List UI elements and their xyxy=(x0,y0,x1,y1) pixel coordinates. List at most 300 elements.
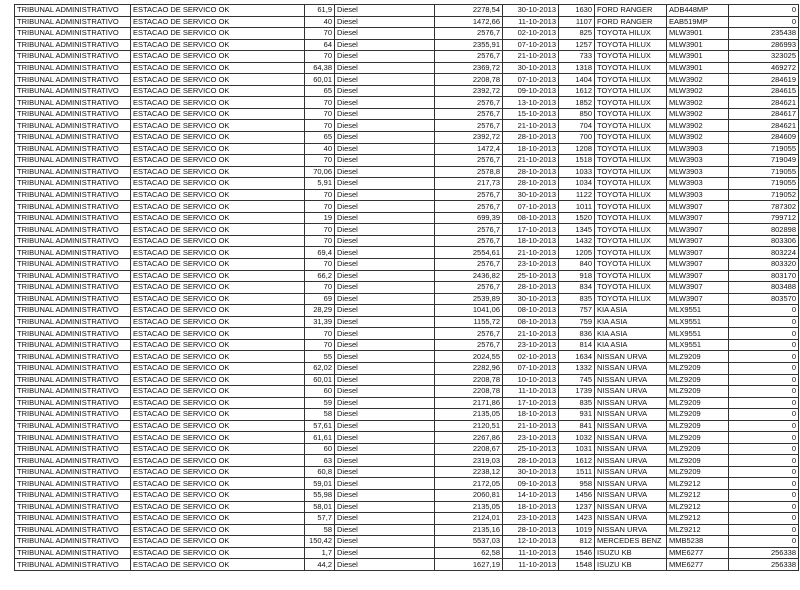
fuel-type-cell: Diesel xyxy=(335,420,435,432)
vehicle-model-cell: TOYOTA HILUX xyxy=(595,178,667,190)
amount-cell: 2319,03 xyxy=(435,455,503,467)
fuel-type-cell: Diesel xyxy=(335,559,435,571)
date-cell: 30-10-2013 xyxy=(503,293,559,305)
date-cell: 07-10-2013 xyxy=(503,201,559,213)
date-cell: 07-10-2013 xyxy=(503,362,559,374)
entity-cell: TRIBUNAL ADMINISTRATIVO xyxy=(15,155,131,167)
table-row xyxy=(15,547,799,559)
receipt-number-cell: 700 xyxy=(559,132,595,144)
station-cell: ESTACAO DE SERVICO OK xyxy=(131,224,305,236)
date-cell: 18-10-2013 xyxy=(503,143,559,155)
fuel-type-cell: Diesel xyxy=(335,397,435,409)
vehicle-model-cell: NISSAN URVA xyxy=(595,501,667,513)
entity-cell: TRIBUNAL ADMINISTRATIVO xyxy=(15,305,131,317)
plate-cell: MLZ9212 xyxy=(667,478,729,490)
table-row xyxy=(15,351,799,363)
table-row xyxy=(15,270,799,282)
quantity-cell: 59 xyxy=(305,397,335,409)
table-row xyxy=(15,282,799,294)
entity-cell: TRIBUNAL ADMINISTRATIVO xyxy=(15,166,131,178)
plate-cell: MLZ9212 xyxy=(667,489,729,501)
vehicle-model-cell: TOYOTA HILUX xyxy=(595,51,667,63)
table-row xyxy=(15,478,799,490)
vehicle-model-cell: FORD RANGER xyxy=(595,5,667,17)
amount-cell: 2576,7 xyxy=(435,51,503,63)
table-row xyxy=(15,397,799,409)
entity-cell: TRIBUNAL ADMINISTRATIVO xyxy=(15,224,131,236)
station-cell: ESTACAO DE SERVICO OK xyxy=(131,259,305,271)
receipt-number-cell: 1518 xyxy=(559,155,595,167)
odometer-cell: 0 xyxy=(729,374,799,386)
station-cell: ESTACAO DE SERVICO OK xyxy=(131,443,305,455)
quantity-cell: 70 xyxy=(305,97,335,109)
fuel-type-cell: Diesel xyxy=(335,28,435,40)
odometer-cell: 719055 xyxy=(729,178,799,190)
receipt-number-cell: 1257 xyxy=(559,39,595,51)
table-row xyxy=(15,189,799,201)
date-cell: 30-10-2013 xyxy=(503,466,559,478)
quantity-cell: 150,42 xyxy=(305,536,335,548)
plate-cell: MLW3907 xyxy=(667,247,729,259)
station-cell: ESTACAO DE SERVICO OK xyxy=(131,489,305,501)
date-cell: 17-10-2013 xyxy=(503,397,559,409)
quantity-cell: 70 xyxy=(305,51,335,63)
amount-cell: 2120,51 xyxy=(435,420,503,432)
table-row xyxy=(15,259,799,271)
entity-cell: TRIBUNAL ADMINISTRATIVO xyxy=(15,351,131,363)
odometer-cell: 284619 xyxy=(729,74,799,86)
station-cell: ESTACAO DE SERVICO OK xyxy=(131,328,305,340)
vehicle-model-cell: NISSAN URVA xyxy=(595,420,667,432)
receipt-number-cell: 1612 xyxy=(559,455,595,467)
vehicle-model-cell: TOYOTA HILUX xyxy=(595,155,667,167)
vehicle-model-cell: NISSAN URVA xyxy=(595,513,667,525)
odometer-cell: 284615 xyxy=(729,85,799,97)
entity-cell: TRIBUNAL ADMINISTRATIVO xyxy=(15,235,131,247)
date-cell: 30-10-2013 xyxy=(503,62,559,74)
odometer-cell: 256338 xyxy=(729,547,799,559)
entity-cell: TRIBUNAL ADMINISTRATIVO xyxy=(15,328,131,340)
fuel-type-cell: Diesel xyxy=(335,97,435,109)
receipt-number-cell: 1332 xyxy=(559,362,595,374)
quantity-cell: 1,7 xyxy=(305,547,335,559)
quantity-cell: 66,2 xyxy=(305,270,335,282)
vehicle-model-cell: MERCEDES BENZ xyxy=(595,536,667,548)
odometer-cell: 803570 xyxy=(729,293,799,305)
date-cell: 25-10-2013 xyxy=(503,270,559,282)
odometer-cell: 802898 xyxy=(729,224,799,236)
quantity-cell: 70,06 xyxy=(305,166,335,178)
entity-cell: TRIBUNAL ADMINISTRATIVO xyxy=(15,478,131,490)
quantity-cell: 60 xyxy=(305,443,335,455)
quantity-cell: 70 xyxy=(305,328,335,340)
date-cell: 21-10-2013 xyxy=(503,420,559,432)
date-cell: 30-10-2013 xyxy=(503,5,559,17)
quantity-cell: 28,29 xyxy=(305,305,335,317)
station-cell: ESTACAO DE SERVICO OK xyxy=(131,155,305,167)
vehicle-model-cell: NISSAN URVA xyxy=(595,443,667,455)
date-cell: 17-10-2013 xyxy=(503,224,559,236)
fuel-records-table xyxy=(14,4,799,571)
plate-cell: MLW3901 xyxy=(667,51,729,63)
table-row xyxy=(15,513,799,525)
date-cell: 28-10-2013 xyxy=(503,178,559,190)
odometer-cell: 284621 xyxy=(729,120,799,132)
station-cell: ESTACAO DE SERVICO OK xyxy=(131,62,305,74)
odometer-cell: 284609 xyxy=(729,132,799,144)
receipt-number-cell: 1634 xyxy=(559,351,595,363)
plate-cell: MLW3902 xyxy=(667,97,729,109)
odometer-cell: 235438 xyxy=(729,28,799,40)
receipt-number-cell: 1034 xyxy=(559,178,595,190)
receipt-number-cell: 757 xyxy=(559,305,595,317)
date-cell: 25-10-2013 xyxy=(503,443,559,455)
vehicle-model-cell: TOYOTA HILUX xyxy=(595,108,667,120)
table-row xyxy=(15,247,799,259)
odometer-cell: 256338 xyxy=(729,559,799,571)
table-row xyxy=(15,420,799,432)
quantity-cell: 57,61 xyxy=(305,420,335,432)
entity-cell: TRIBUNAL ADMINISTRATIVO xyxy=(15,559,131,571)
odometer-cell: 0 xyxy=(729,16,799,28)
date-cell: 23-10-2013 xyxy=(503,339,559,351)
table-row xyxy=(15,224,799,236)
entity-cell: TRIBUNAL ADMINISTRATIVO xyxy=(15,212,131,224)
date-cell: 08-10-2013 xyxy=(503,316,559,328)
entity-cell: TRIBUNAL ADMINISTRATIVO xyxy=(15,409,131,421)
fuel-type-cell: Diesel xyxy=(335,132,435,144)
receipt-number-cell: 850 xyxy=(559,108,595,120)
table-row xyxy=(15,5,799,17)
table-row xyxy=(15,85,799,97)
date-cell: 15-10-2013 xyxy=(503,108,559,120)
plate-cell: MLW3907 xyxy=(667,212,729,224)
date-cell: 14-10-2013 xyxy=(503,489,559,501)
receipt-number-cell: 836 xyxy=(559,328,595,340)
plate-cell: MLZ9209 xyxy=(667,443,729,455)
plate-cell: MLW3903 xyxy=(667,178,729,190)
receipt-number-cell: 841 xyxy=(559,420,595,432)
amount-cell: 2208,78 xyxy=(435,74,503,86)
fuel-type-cell: Diesel xyxy=(335,362,435,374)
station-cell: ESTACAO DE SERVICO OK xyxy=(131,374,305,386)
table-row xyxy=(15,559,799,571)
table-row xyxy=(15,62,799,74)
vehicle-model-cell: TOYOTA HILUX xyxy=(595,166,667,178)
station-cell: ESTACAO DE SERVICO OK xyxy=(131,409,305,421)
plate-cell: MLW3907 xyxy=(667,201,729,213)
odometer-cell: 0 xyxy=(729,339,799,351)
entity-cell: TRIBUNAL ADMINISTRATIVO xyxy=(15,85,131,97)
date-cell: 21-10-2013 xyxy=(503,328,559,340)
plate-cell: MLW3907 xyxy=(667,282,729,294)
plate-cell: MLW3902 xyxy=(667,108,729,120)
table-row xyxy=(15,212,799,224)
plate-cell: MLW3903 xyxy=(667,155,729,167)
fuel-type-cell: Diesel xyxy=(335,74,435,86)
date-cell: 28-10-2013 xyxy=(503,524,559,536)
odometer-cell: 0 xyxy=(729,316,799,328)
station-cell: ESTACAO DE SERVICO OK xyxy=(131,247,305,259)
entity-cell: TRIBUNAL ADMINISTRATIVO xyxy=(15,5,131,17)
plate-cell: MLX9551 xyxy=(667,339,729,351)
amount-cell: 2355,91 xyxy=(435,39,503,51)
quantity-cell: 63 xyxy=(305,455,335,467)
vehicle-model-cell: KIA ASIA xyxy=(595,328,667,340)
entity-cell: TRIBUNAL ADMINISTRATIVO xyxy=(15,443,131,455)
table-row xyxy=(15,501,799,513)
receipt-number-cell: 1739 xyxy=(559,386,595,398)
receipt-number-cell: 1345 xyxy=(559,224,595,236)
entity-cell: TRIBUNAL ADMINISTRATIVO xyxy=(15,524,131,536)
quantity-cell: 58 xyxy=(305,409,335,421)
amount-cell: 2576,7 xyxy=(435,235,503,247)
fuel-type-cell: Diesel xyxy=(335,374,435,386)
vehicle-model-cell: TOYOTA HILUX xyxy=(595,97,667,109)
plate-cell: MLZ9209 xyxy=(667,397,729,409)
table-row xyxy=(15,201,799,213)
vehicle-model-cell: TOYOTA HILUX xyxy=(595,247,667,259)
station-cell: ESTACAO DE SERVICO OK xyxy=(131,397,305,409)
plate-cell: MMB5238 xyxy=(667,536,729,548)
plate-cell: MLZ9209 xyxy=(667,432,729,444)
station-cell: ESTACAO DE SERVICO OK xyxy=(131,282,305,294)
station-cell: ESTACAO DE SERVICO OK xyxy=(131,108,305,120)
quantity-cell: 60,01 xyxy=(305,74,335,86)
table-row xyxy=(15,155,799,167)
table-row xyxy=(15,536,799,548)
date-cell: 18-10-2013 xyxy=(503,235,559,247)
entity-cell: TRIBUNAL ADMINISTRATIVO xyxy=(15,420,131,432)
station-cell: ESTACAO DE SERVICO OK xyxy=(131,293,305,305)
date-cell: 11-10-2013 xyxy=(503,16,559,28)
vehicle-model-cell: KIA ASIA xyxy=(595,305,667,317)
receipt-number-cell: 1208 xyxy=(559,143,595,155)
station-cell: ESTACAO DE SERVICO OK xyxy=(131,212,305,224)
entity-cell: TRIBUNAL ADMINISTRATIVO xyxy=(15,270,131,282)
amount-cell: 1041,06 xyxy=(435,305,503,317)
date-cell: 07-10-2013 xyxy=(503,74,559,86)
plate-cell: MLW3902 xyxy=(667,74,729,86)
fuel-type-cell: Diesel xyxy=(335,524,435,536)
odometer-cell: 0 xyxy=(729,362,799,374)
table-row xyxy=(15,362,799,374)
plate-cell: MLZ9212 xyxy=(667,524,729,536)
vehicle-model-cell: TOYOTA HILUX xyxy=(595,224,667,236)
quantity-cell: 44,2 xyxy=(305,559,335,571)
table-row xyxy=(15,293,799,305)
vehicle-model-cell: TOYOTA HILUX xyxy=(595,259,667,271)
odometer-cell: 0 xyxy=(729,386,799,398)
fuel-type-cell: Diesel xyxy=(335,489,435,501)
quantity-cell: 19 xyxy=(305,212,335,224)
amount-cell: 2172,05 xyxy=(435,478,503,490)
entity-cell: TRIBUNAL ADMINISTRATIVO xyxy=(15,16,131,28)
station-cell: ESTACAO DE SERVICO OK xyxy=(131,178,305,190)
entity-cell: TRIBUNAL ADMINISTRATIVO xyxy=(15,108,131,120)
vehicle-model-cell: NISSAN URVA xyxy=(595,524,667,536)
date-cell: 21-10-2013 xyxy=(503,155,559,167)
quantity-cell: 65 xyxy=(305,132,335,144)
quantity-cell: 64 xyxy=(305,39,335,51)
receipt-number-cell: 1237 xyxy=(559,501,595,513)
plate-cell: MLW3902 xyxy=(667,120,729,132)
odometer-cell: 719049 xyxy=(729,155,799,167)
table-row xyxy=(15,443,799,455)
odometer-cell: 284617 xyxy=(729,108,799,120)
station-cell: ESTACAO DE SERVICO OK xyxy=(131,362,305,374)
plate-cell: ADB448MP xyxy=(667,5,729,17)
date-cell: 13-10-2013 xyxy=(503,97,559,109)
vehicle-model-cell: TOYOTA HILUX xyxy=(595,235,667,247)
amount-cell: 2171,86 xyxy=(435,397,503,409)
entity-cell: TRIBUNAL ADMINISTRATIVO xyxy=(15,513,131,525)
amount-cell: 2208,78 xyxy=(435,386,503,398)
quantity-cell: 60,8 xyxy=(305,466,335,478)
entity-cell: TRIBUNAL ADMINISTRATIVO xyxy=(15,143,131,155)
amount-cell: 2392,72 xyxy=(435,132,503,144)
station-cell: ESTACAO DE SERVICO OK xyxy=(131,386,305,398)
receipt-number-cell: 1852 xyxy=(559,97,595,109)
date-cell: 02-10-2013 xyxy=(503,351,559,363)
receipt-number-cell: 1520 xyxy=(559,212,595,224)
station-cell: ESTACAO DE SERVICO OK xyxy=(131,501,305,513)
date-cell: 11-10-2013 xyxy=(503,547,559,559)
receipt-number-cell: 1205 xyxy=(559,247,595,259)
vehicle-model-cell: TOYOTA HILUX xyxy=(595,74,667,86)
quantity-cell: 60,01 xyxy=(305,374,335,386)
entity-cell: TRIBUNAL ADMINISTRATIVO xyxy=(15,97,131,109)
amount-cell: 2369,72 xyxy=(435,62,503,74)
entity-cell: TRIBUNAL ADMINISTRATIVO xyxy=(15,189,131,201)
vehicle-model-cell: NISSAN URVA xyxy=(595,432,667,444)
fuel-type-cell: Diesel xyxy=(335,409,435,421)
receipt-number-cell: 1423 xyxy=(559,513,595,525)
receipt-number-cell: 1031 xyxy=(559,443,595,455)
vehicle-model-cell: NISSAN URVA xyxy=(595,397,667,409)
station-cell: ESTACAO DE SERVICO OK xyxy=(131,5,305,17)
amount-cell: 2576,7 xyxy=(435,339,503,351)
receipt-number-cell: 1318 xyxy=(559,62,595,74)
receipt-number-cell: 834 xyxy=(559,282,595,294)
quantity-cell: 70 xyxy=(305,282,335,294)
receipt-number-cell: 1456 xyxy=(559,489,595,501)
quantity-cell: 59,01 xyxy=(305,478,335,490)
amount-cell: 2576,7 xyxy=(435,282,503,294)
table-row xyxy=(15,97,799,109)
fuel-type-cell: Diesel xyxy=(335,62,435,74)
station-cell: ESTACAO DE SERVICO OK xyxy=(131,39,305,51)
amount-cell: 2576,7 xyxy=(435,28,503,40)
amount-cell: 1472,66 xyxy=(435,16,503,28)
station-cell: ESTACAO DE SERVICO OK xyxy=(131,547,305,559)
date-cell: 21-10-2013 xyxy=(503,120,559,132)
quantity-cell: 55,98 xyxy=(305,489,335,501)
entity-cell: TRIBUNAL ADMINISTRATIVO xyxy=(15,132,131,144)
vehicle-model-cell: TOYOTA HILUX xyxy=(595,293,667,305)
fuel-type-cell: Diesel xyxy=(335,386,435,398)
station-cell: ESTACAO DE SERVICO OK xyxy=(131,189,305,201)
amount-cell: 2576,7 xyxy=(435,201,503,213)
quantity-cell: 70 xyxy=(305,155,335,167)
plate-cell: MLZ9209 xyxy=(667,466,729,478)
vehicle-model-cell: TOYOTA HILUX xyxy=(595,62,667,74)
receipt-number-cell: 1032 xyxy=(559,432,595,444)
amount-cell: 2576,7 xyxy=(435,224,503,236)
plate-cell: MLZ9209 xyxy=(667,420,729,432)
odometer-cell: 286993 xyxy=(729,39,799,51)
odometer-cell: 803224 xyxy=(729,247,799,259)
quantity-cell: 61,9 xyxy=(305,5,335,17)
station-cell: ESTACAO DE SERVICO OK xyxy=(131,201,305,213)
fuel-type-cell: Diesel xyxy=(335,270,435,282)
fuel-type-cell: Diesel xyxy=(335,328,435,340)
entity-cell: TRIBUNAL ADMINISTRATIVO xyxy=(15,455,131,467)
entity-cell: TRIBUNAL ADMINISTRATIVO xyxy=(15,466,131,478)
fuel-type-cell: Diesel xyxy=(335,178,435,190)
amount-cell: 2208,78 xyxy=(435,374,503,386)
entity-cell: TRIBUNAL ADMINISTRATIVO xyxy=(15,282,131,294)
entity-cell: TRIBUNAL ADMINISTRATIVO xyxy=(15,432,131,444)
station-cell: ESTACAO DE SERVICO OK xyxy=(131,85,305,97)
amount-cell: 62,58 xyxy=(435,547,503,559)
plate-cell: MLW3901 xyxy=(667,62,729,74)
fuel-type-cell: Diesel xyxy=(335,455,435,467)
plate-cell: MLW3901 xyxy=(667,39,729,51)
date-cell: 28-10-2013 xyxy=(503,455,559,467)
odometer-cell: 0 xyxy=(729,536,799,548)
plate-cell: MLW3907 xyxy=(667,235,729,247)
vehicle-model-cell: NISSAN URVA xyxy=(595,478,667,490)
amount-cell: 2576,7 xyxy=(435,120,503,132)
table-row xyxy=(15,386,799,398)
odometer-cell: 787302 xyxy=(729,201,799,213)
entity-cell: TRIBUNAL ADMINISTRATIVO xyxy=(15,536,131,548)
odometer-cell: 803320 xyxy=(729,259,799,271)
receipt-number-cell: 1612 xyxy=(559,85,595,97)
date-cell: 28-10-2013 xyxy=(503,132,559,144)
plate-cell: MLW3903 xyxy=(667,143,729,155)
receipt-number-cell: 958 xyxy=(559,478,595,490)
fuel-type-cell: Diesel xyxy=(335,212,435,224)
amount-cell: 2124,01 xyxy=(435,513,503,525)
table-row xyxy=(15,455,799,467)
odometer-cell: 0 xyxy=(729,524,799,536)
receipt-number-cell: 1511 xyxy=(559,466,595,478)
fuel-type-cell: Diesel xyxy=(335,224,435,236)
fuel-type-cell: Diesel xyxy=(335,282,435,294)
entity-cell: TRIBUNAL ADMINISTRATIVO xyxy=(15,501,131,513)
odometer-cell: 0 xyxy=(729,466,799,478)
table-row xyxy=(15,16,799,28)
entity-cell: TRIBUNAL ADMINISTRATIVO xyxy=(15,259,131,271)
vehicle-model-cell: KIA ASIA xyxy=(595,316,667,328)
receipt-number-cell: 745 xyxy=(559,374,595,386)
entity-cell: TRIBUNAL ADMINISTRATIVO xyxy=(15,339,131,351)
receipt-number-cell: 733 xyxy=(559,51,595,63)
odometer-cell: 284621 xyxy=(729,97,799,109)
amount-cell: 1627,19 xyxy=(435,559,503,571)
amount-cell: 1472,4 xyxy=(435,143,503,155)
amount-cell: 2282,96 xyxy=(435,362,503,374)
plate-cell: MLX9551 xyxy=(667,328,729,340)
fuel-type-cell: Diesel xyxy=(335,166,435,178)
plate-cell: MLZ9209 xyxy=(667,409,729,421)
odometer-cell: 0 xyxy=(729,420,799,432)
amount-cell: 2135,16 xyxy=(435,524,503,536)
quantity-cell: 31,39 xyxy=(305,316,335,328)
vehicle-model-cell: FORD RANGER xyxy=(595,16,667,28)
